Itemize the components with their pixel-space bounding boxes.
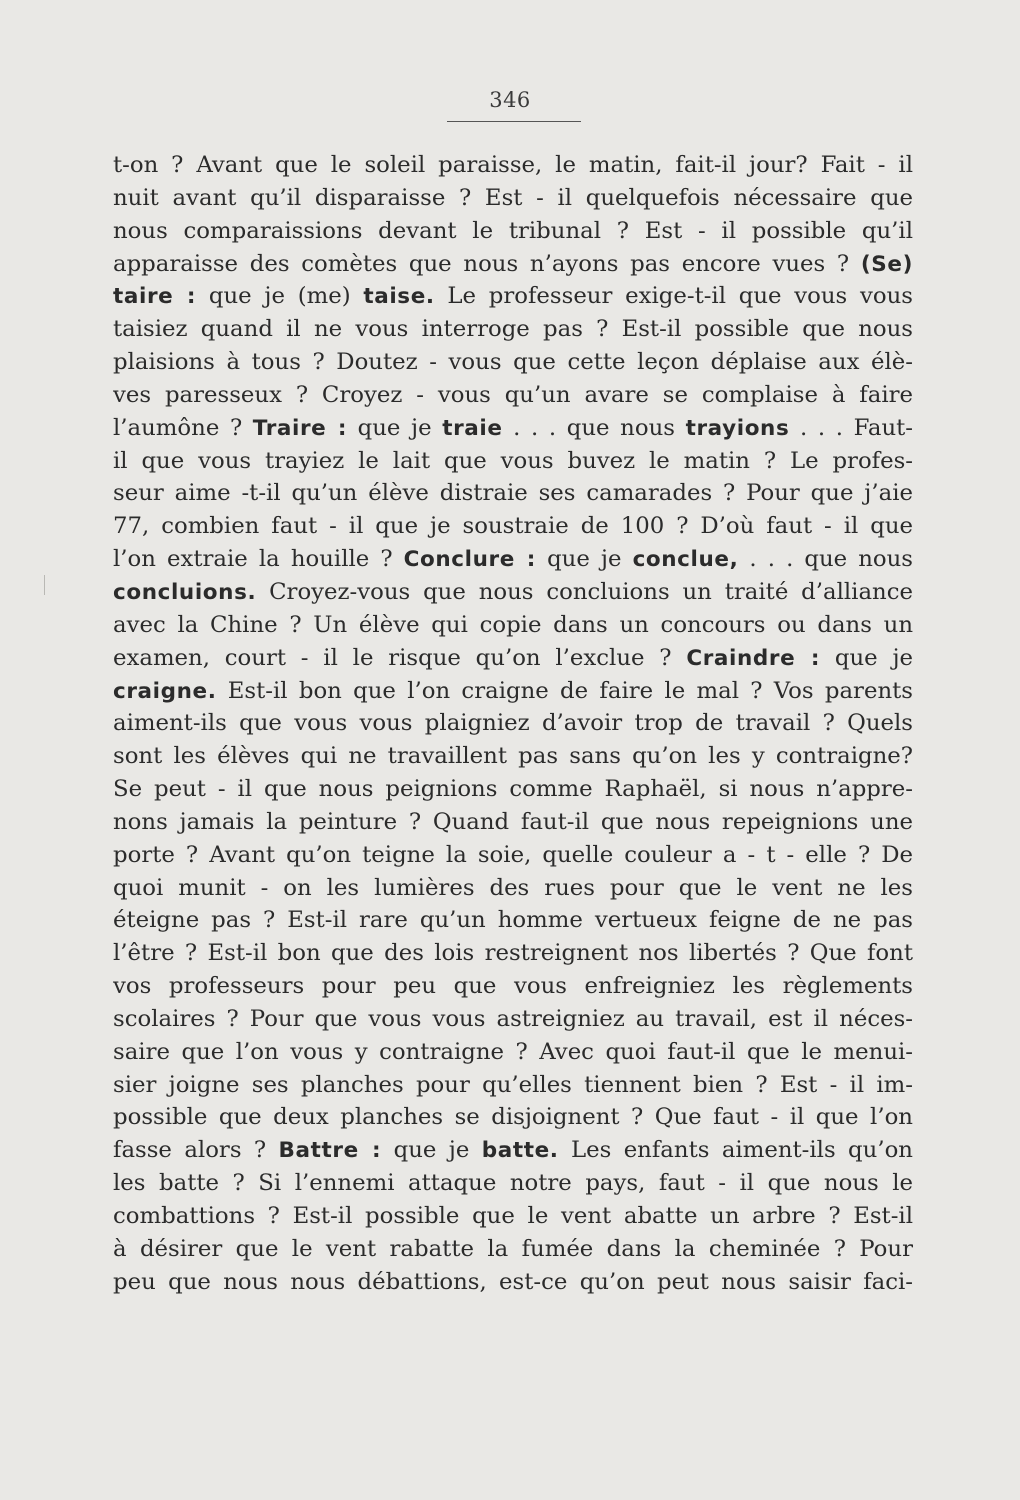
- text-segment: nons jamais la peinture ? Quand faut-il que nous repeignions une: [113, 808, 913, 835]
- text-line: [113, 313, 913, 346]
- text-line: [113, 477, 913, 510]
- text-segment: sont les élèves qui ne travaillent pas sans qu’on les y contraigne?: [113, 743, 913, 770]
- text-segment: il que vous trayiez le lait que vous buvez le matin ? Le profes-: [113, 447, 913, 474]
- text-segment: fasse alors ?: [113, 1137, 279, 1164]
- text-segment: porte ? Avant qu’on teigne la soie, quelle couleur a - t - elle ? De: [113, 841, 913, 868]
- text-line: [113, 280, 913, 313]
- text-segment: taisiez quand il ne vous interroge pas ? Est-il possible que nous: [113, 316, 913, 343]
- text-line: [113, 642, 913, 675]
- text-line: [113, 806, 913, 839]
- text-segment: l’être ? Est-il bon que des lois restreignent nos libertés ? Que font: [113, 940, 913, 967]
- text-segment: Croyez-vous que nous concluions un traité d’alliance: [256, 578, 913, 605]
- text-segment: que je: [820, 644, 913, 671]
- text-line: [113, 1233, 913, 1266]
- text-line: [113, 970, 913, 1003]
- text-segment: saire que l’on vous y contraigne ? Avec quoi faut-il que le menui-: [113, 1038, 913, 1065]
- text-line: [113, 412, 913, 445]
- text-segment: Se peut - il que nous peignions comme Raphaël, si nous n’appre-: [113, 776, 913, 803]
- text-line: [113, 740, 913, 773]
- bold-term: trayions: [685, 415, 790, 441]
- text-line: [113, 248, 913, 281]
- text-segment: plaisions à tous ? Doutez - vous que cette leçon déplaise aux élè-: [113, 349, 913, 376]
- text-line: [113, 937, 913, 970]
- bold-term: Conclure :: [403, 547, 537, 573]
- text-line: [113, 609, 913, 642]
- text-line: [113, 379, 913, 412]
- bold-term: Traire :: [252, 415, 348, 441]
- text-line: [113, 1036, 913, 1069]
- text-segment: l’on extraie la houille ?: [113, 546, 404, 573]
- text-segment: Est-il bon que l’on craigne de faire le mal ? Vos parents: [216, 677, 913, 704]
- text-segment: avec la Chine ? Un élève qui copie dans un concours ou dans un: [113, 611, 913, 638]
- text-line: [113, 1003, 913, 1036]
- text-line: [113, 1101, 913, 1134]
- text-segment: possible que deux planches se disjoignent ? Que faut - il que l’on: [113, 1104, 913, 1131]
- text-line: [113, 773, 913, 806]
- text-line: [113, 182, 913, 215]
- text-line: [113, 543, 913, 576]
- text-segment: que je (me): [196, 283, 364, 310]
- text-segment: nous comparaissions devant le tribunal ? Est - il possible qu’il: [113, 217, 913, 244]
- text-line: [113, 576, 913, 609]
- text-line: [113, 839, 913, 872]
- text-line: [113, 1167, 913, 1200]
- text-segment: quoi munit - on les lumières des rues pour que le vent ne les: [113, 874, 913, 901]
- text-line: [113, 904, 913, 937]
- text-line: [113, 872, 913, 905]
- text-segment: aiment-ils que vous vous plaigniez d’avoir trop de travail ? Quels: [113, 710, 913, 737]
- text-line: [113, 675, 913, 708]
- body-text: [113, 149, 913, 1299]
- text-line: [113, 149, 913, 182]
- text-segment: ves paresseux ? Croyez - vous qu’un avare se complaise à faire: [113, 381, 913, 408]
- bold-term: Craindre :: [686, 645, 821, 671]
- text-line: [113, 1134, 913, 1167]
- text-segment: t-on ? Avant que le soleil paraisse, le matin, fait-il jour? Fait - il: [113, 152, 913, 178]
- text-line: [113, 215, 913, 248]
- bold-term: (Se): [860, 251, 913, 277]
- text-line: [113, 445, 913, 478]
- text-segment: . . . que nous: [502, 414, 686, 441]
- text-line: [113, 346, 913, 379]
- bold-term: batte.: [481, 1138, 559, 1164]
- text-segment: Les enfants aiment-ils qu’on: [558, 1137, 913, 1164]
- text-segment: que je: [381, 1137, 482, 1164]
- bold-term: taise.: [363, 284, 435, 310]
- text-segment: examen, court - il le risque qu’on l’exclue ?: [113, 644, 687, 671]
- text-segment: Le professeur exige-t-il que vous vous: [434, 283, 913, 310]
- bold-term: concluions.: [113, 579, 257, 605]
- page-number: 346: [489, 88, 531, 112]
- text-segment: seur aime -t-il qu’un élève distraie ses camarades ? Pour que j’aie: [113, 480, 913, 507]
- text-segment: l’aumône ?: [113, 414, 253, 441]
- text-segment: apparaisse des comètes que nous n’ayons pas encore vues ?: [113, 250, 861, 277]
- text-segment: éteigne pas ? Est-il rare qu’un homme vertueux feigne de ne pas: [113, 907, 913, 934]
- text-segment: sier joigne ses planches pour qu’elles tiennent bien ? Est - il im-: [113, 1071, 913, 1098]
- bold-term: Battre :: [278, 1138, 382, 1164]
- text-line: [113, 1069, 913, 1102]
- text-line: [113, 707, 913, 740]
- text-line: [113, 510, 913, 543]
- bold-term: craigne.: [113, 678, 217, 704]
- text-segment: scolaires ? Pour que vous vous astreigniez au travail, est il néces-: [113, 1005, 913, 1032]
- text-segment: . . . Faut-: [789, 414, 913, 441]
- text-segment: nuit avant qu’il disparaisse ? Est - il quelquefois nécessaire que: [113, 184, 913, 211]
- bold-term: taire :: [113, 284, 197, 310]
- text-line: [113, 1200, 913, 1233]
- text-segment: que je: [347, 414, 443, 441]
- margin-mark: [44, 575, 45, 595]
- text-segment: peu que nous nous débattions, est-ce qu’on peut nous saisir faci-: [113, 1268, 913, 1295]
- text-segment: vos professeurs pour peu que vous enfreigniez les règlements: [113, 973, 913, 1000]
- bold-term: traie: [442, 415, 503, 441]
- text-segment: les batte ? Si l’ennemi attaque notre pays, faut - il que nous le: [113, 1170, 913, 1197]
- text-line: [113, 1266, 913, 1299]
- bold-term: conclue,: [632, 547, 739, 573]
- page-number-rule: [447, 121, 581, 122]
- text-segment: combattions ? Est-il possible que le vent abatte un arbre ? Est-il: [113, 1203, 913, 1229]
- text-segment: 77, combien faut - il que je soustraie de 100 ? D’où faut - il que: [113, 513, 913, 540]
- text-segment: que je: [536, 546, 633, 573]
- text-segment: à désirer que le vent rabatte la fumée dans la cheminée ? Pour: [113, 1235, 913, 1262]
- text-segment: . . . que nous: [738, 546, 913, 573]
